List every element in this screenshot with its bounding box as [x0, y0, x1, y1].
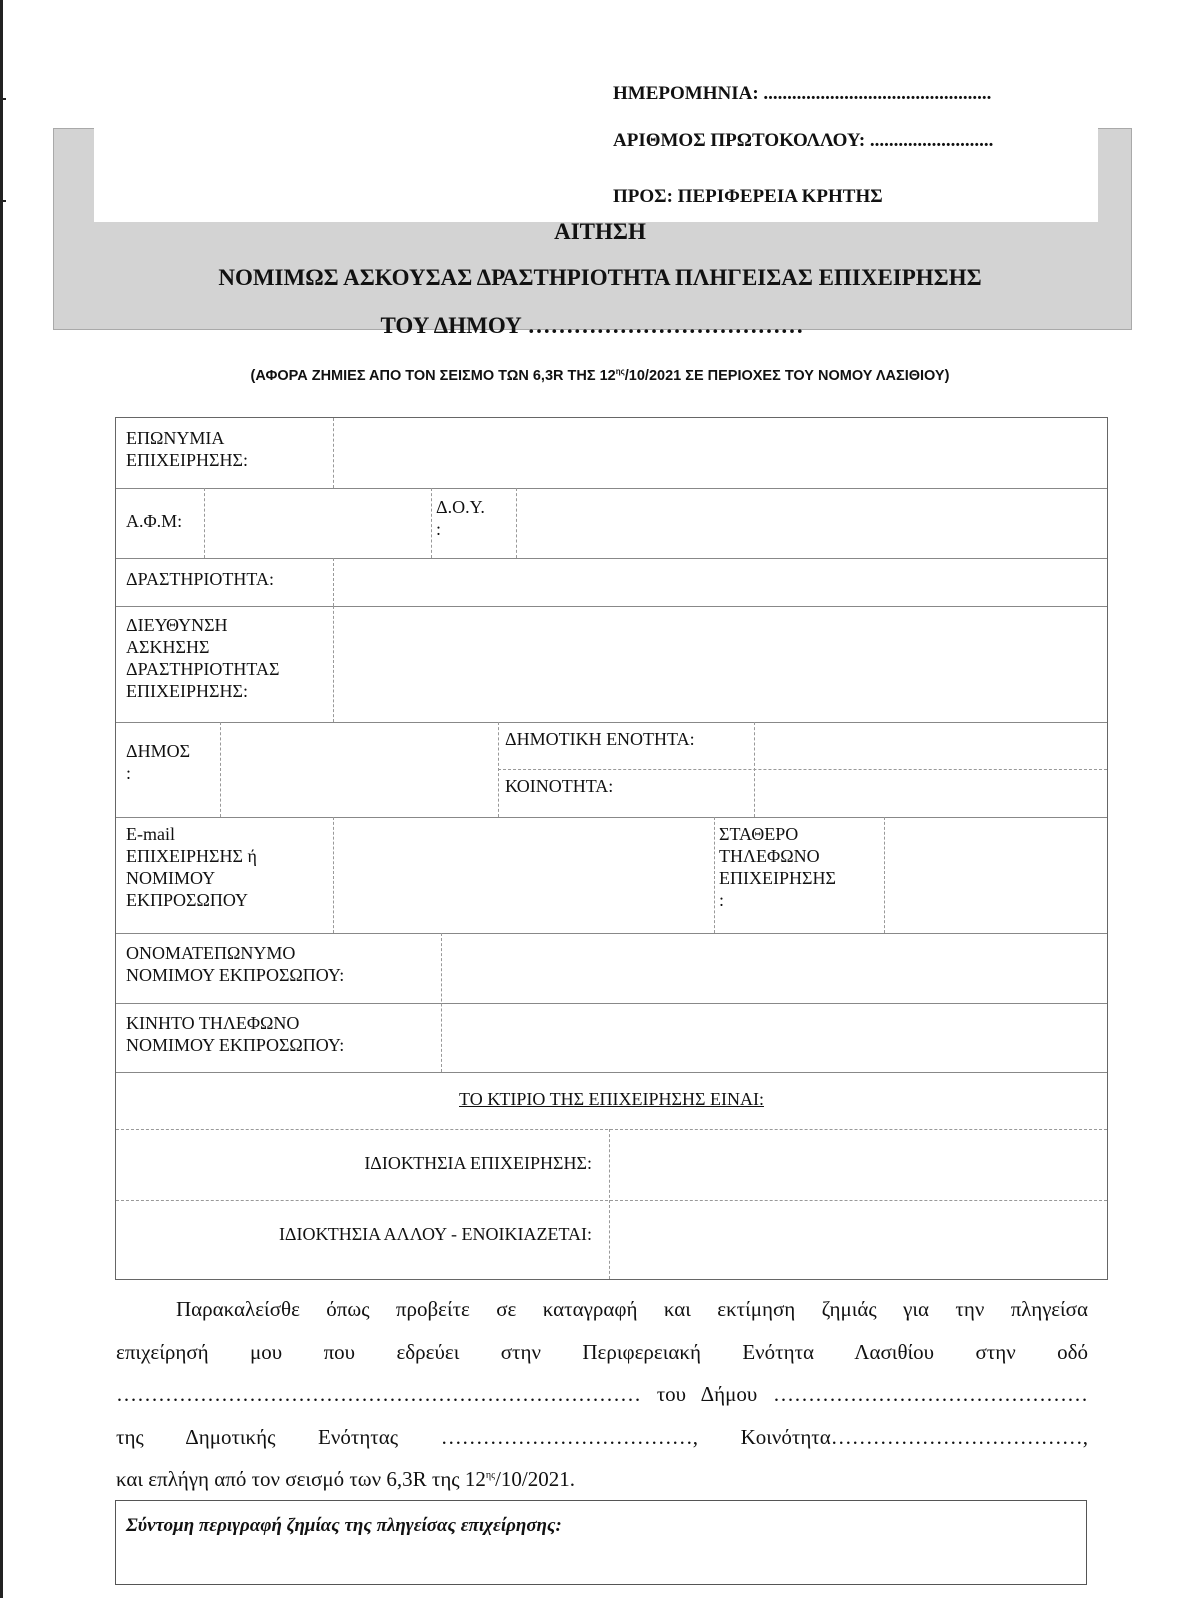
- email-label: [126, 823, 257, 911]
- rented-label: ΙΔΙΟΚΤΗΣΙΑ ΑΛΛΟΥ - ΕΝΟΙΚΙΑΖΕΤΑΙ:: [278, 1224, 592, 1244]
- row-divider: [116, 558, 1107, 559]
- document-title: ΑΙΤΗΣΗ: [554, 219, 646, 244]
- col-divider: [333, 606, 334, 722]
- request-paragraph-line5-text: και επλήγη από τον σεισμό των 6,3R της 12: [116, 1467, 486, 1491]
- representative-mobile-label: [126, 1012, 344, 1056]
- col-divider: [333, 817, 334, 933]
- col-divider: [441, 933, 442, 1072]
- request-paragraph-line5-sup: ης: [485, 1470, 496, 1481]
- recipient-line: ΠΡΟΣ: ΠΕΡΙΦΕΡΕΙΑ ΚΡΗΤΗΣ: [613, 186, 883, 207]
- application-form: [115, 417, 1108, 1280]
- document-title-line3: ΤΟΥ ΔΗΜΟΥ ………………………………: [380, 313, 804, 338]
- col-divider: [333, 418, 334, 488]
- request-paragraph-line5: [116, 1467, 1088, 1492]
- address-label-l2: ΑΣΚΗΣΗΣ: [126, 637, 210, 657]
- col-divider: [516, 488, 517, 558]
- row-divider: [116, 606, 1107, 607]
- address-label-l1: ΔΙΕΥΘΥΝΣΗ: [126, 615, 228, 635]
- address-label-l3: ΔΡΑΣΤΗΡΙΟΤΗΤΑΣ: [126, 659, 280, 679]
- col-divider: [204, 488, 205, 558]
- business-name-label-l1: ΕΠΩΝΥΜΙΑ: [126, 428, 225, 448]
- col-divider: [609, 1129, 610, 1279]
- row-divider: [116, 933, 1107, 934]
- afm-label: Α.Φ.Μ:: [126, 511, 183, 531]
- row-divider: [116, 722, 1107, 723]
- col-divider: [884, 817, 885, 933]
- landline-label-l3: ΕΠΙΧΕΙΡΗΣΗΣ: [719, 868, 836, 888]
- protocol-number-line: ΑΡΙΘΜΟΣ ΠΡΩΤΟΚΟΛΛΟΥ: ..........................: [613, 130, 994, 151]
- col-divider: [754, 722, 755, 817]
- date-line: ΗΜΕΡΟΜΗΝΙΑ: ................................................: [613, 83, 992, 104]
- doy-label-l1: Δ.Ο.Υ.: [436, 497, 485, 517]
- margin-tick: [0, 200, 6, 202]
- owned-label: ΙΔΙΟΚΤΗΣΙΑ ΕΠΙΧΕΙΡΗΣΗΣ:: [364, 1153, 592, 1173]
- representative-mobile-label-l1: ΚΙΝΗΤΟ ΤΗΛΕΦΩΝΟ: [126, 1013, 300, 1033]
- municipal-unit-label: ΔΗΜΟΤΙΚΗ ΕΝΟΤΗΤΑ:: [505, 729, 695, 749]
- document-title-line2: ΝΟΜΙΜΩΣ ΑΣΚΟΥΣΑΣ ΔΡΑΣΤΗΡΙΟΤΗΤΑ ΠΛΗΓΕΙΣΑΣ ΕΠΙΧΕΙΡΗΣΗΣ: [218, 265, 982, 290]
- municipality-label: [126, 740, 190, 784]
- row-divider: [498, 769, 1107, 770]
- landline-label-l2: ΤΗΛΕΦΩΝΟ: [719, 846, 820, 866]
- row-divider: [116, 817, 1107, 818]
- landline-label-l4: :: [719, 890, 725, 910]
- col-divider: [431, 488, 432, 558]
- email-label-l4: ΕΚΠΡΟΣΩΠΟΥ: [126, 890, 248, 910]
- business-name-label-l2: ΕΠΙΧΕΙΡΗΣΗΣ:: [126, 450, 248, 470]
- request-paragraph-line2: επιχείρησή μου που εδρεύει στην Περιφερειακή Ενότητα Λασιθίου στην οδό: [116, 1340, 1088, 1364]
- address-label: [126, 614, 279, 702]
- request-paragraph-line4: της Δημοτικής Ενότητας ………………………………, Κοινότητα………………………………,: [116, 1425, 1088, 1449]
- damage-description-label: Σύντομη περιγραφή ζημίας της πληγείσας επιχείρησης:: [126, 1515, 562, 1536]
- activity-label: ΔΡΑΣΤΗΡΙΟΤΗΤΑ:: [126, 569, 274, 589]
- representative-name-label: [126, 942, 344, 986]
- representative-name-label-l2: ΝΟΜΙΜΟΥ ΕΚΠΡΟΣΩΠΟΥ:: [126, 965, 345, 985]
- doy-label: [436, 496, 485, 540]
- col-divider: [498, 722, 499, 817]
- subtitle-sup: ης: [615, 367, 625, 376]
- row-divider: [116, 1200, 1107, 1201]
- col-divider: [333, 558, 334, 606]
- col-divider: [220, 722, 221, 817]
- email-label-l1: E-mail: [126, 824, 175, 844]
- doy-label-l2: :: [436, 519, 442, 539]
- representative-mobile-label-l2: ΝΟΜΙΜΟΥ ΕΚΠΡΟΣΩΠΟΥ:: [126, 1035, 345, 1055]
- margin-tick: [0, 98, 6, 100]
- request-paragraph-line5-end: /10/2021.: [495, 1467, 575, 1491]
- municipality-label-l1: ΔΗΜΟΣ: [126, 741, 191, 761]
- request-paragraph-line3: ………………………………………………………………… του Δήμου ………………………………………: [116, 1382, 1088, 1406]
- row-divider: [116, 1003, 1107, 1004]
- building-status-heading: ΤΟ ΚΤΙΡΙΟ ΤΗΣ ΕΠΙΧΕΙΡΗΣΗΣ ΕΙΝΑΙ:: [459, 1089, 764, 1109]
- damage-description-box[interactable]: [115, 1500, 1087, 1585]
- landline-label: [719, 823, 836, 911]
- row-divider: [116, 1129, 1107, 1130]
- representative-name-label-l1: ΟΝΟΜΑΤΕΠΩΝΥΜΟ: [126, 943, 296, 963]
- subtitle-text: (ΑΦΟΡΑ ΖΗΜΙΕΣ ΑΠΟ ΤΟΝ ΣΕΙΣΜΟ ΤΩΝ 6,3R ΤΗΣ 12: [250, 367, 616, 384]
- request-paragraph-line1: Παρακαλείσθε όπως προβείτε σε καταγραφή και εκτίμηση ζημιάς για την πληγείσα: [176, 1297, 1088, 1321]
- email-label-l3: ΝΟΜΙΜΟΥ: [126, 868, 216, 888]
- row-divider: [116, 488, 1107, 489]
- address-label-l4: ΕΠΙΧΕΙΡΗΣΗΣ:: [126, 681, 248, 701]
- community-label: ΚΟΙΝΟΤΗΤΑ:: [505, 776, 614, 796]
- row-divider: [116, 1072, 1107, 1073]
- email-label-l2: ΕΠΙΧΕΙΡΗΣΗΣ ή: [126, 846, 257, 866]
- landline-label-l1: ΣΤΑΘΕΡΟ: [719, 824, 799, 844]
- subtitle-text-end: /10/2021 ΣΕ ΠΕΡΙΟΧΕΣ ΤΟΥ ΝΟΜΟΥ ΛΑΣΙΘΙΟΥ): [624, 367, 950, 384]
- subtitle: [0, 367, 1200, 384]
- municipality-label-l2: :: [126, 763, 132, 783]
- col-divider: [714, 817, 715, 933]
- business-name-label: [126, 427, 248, 471]
